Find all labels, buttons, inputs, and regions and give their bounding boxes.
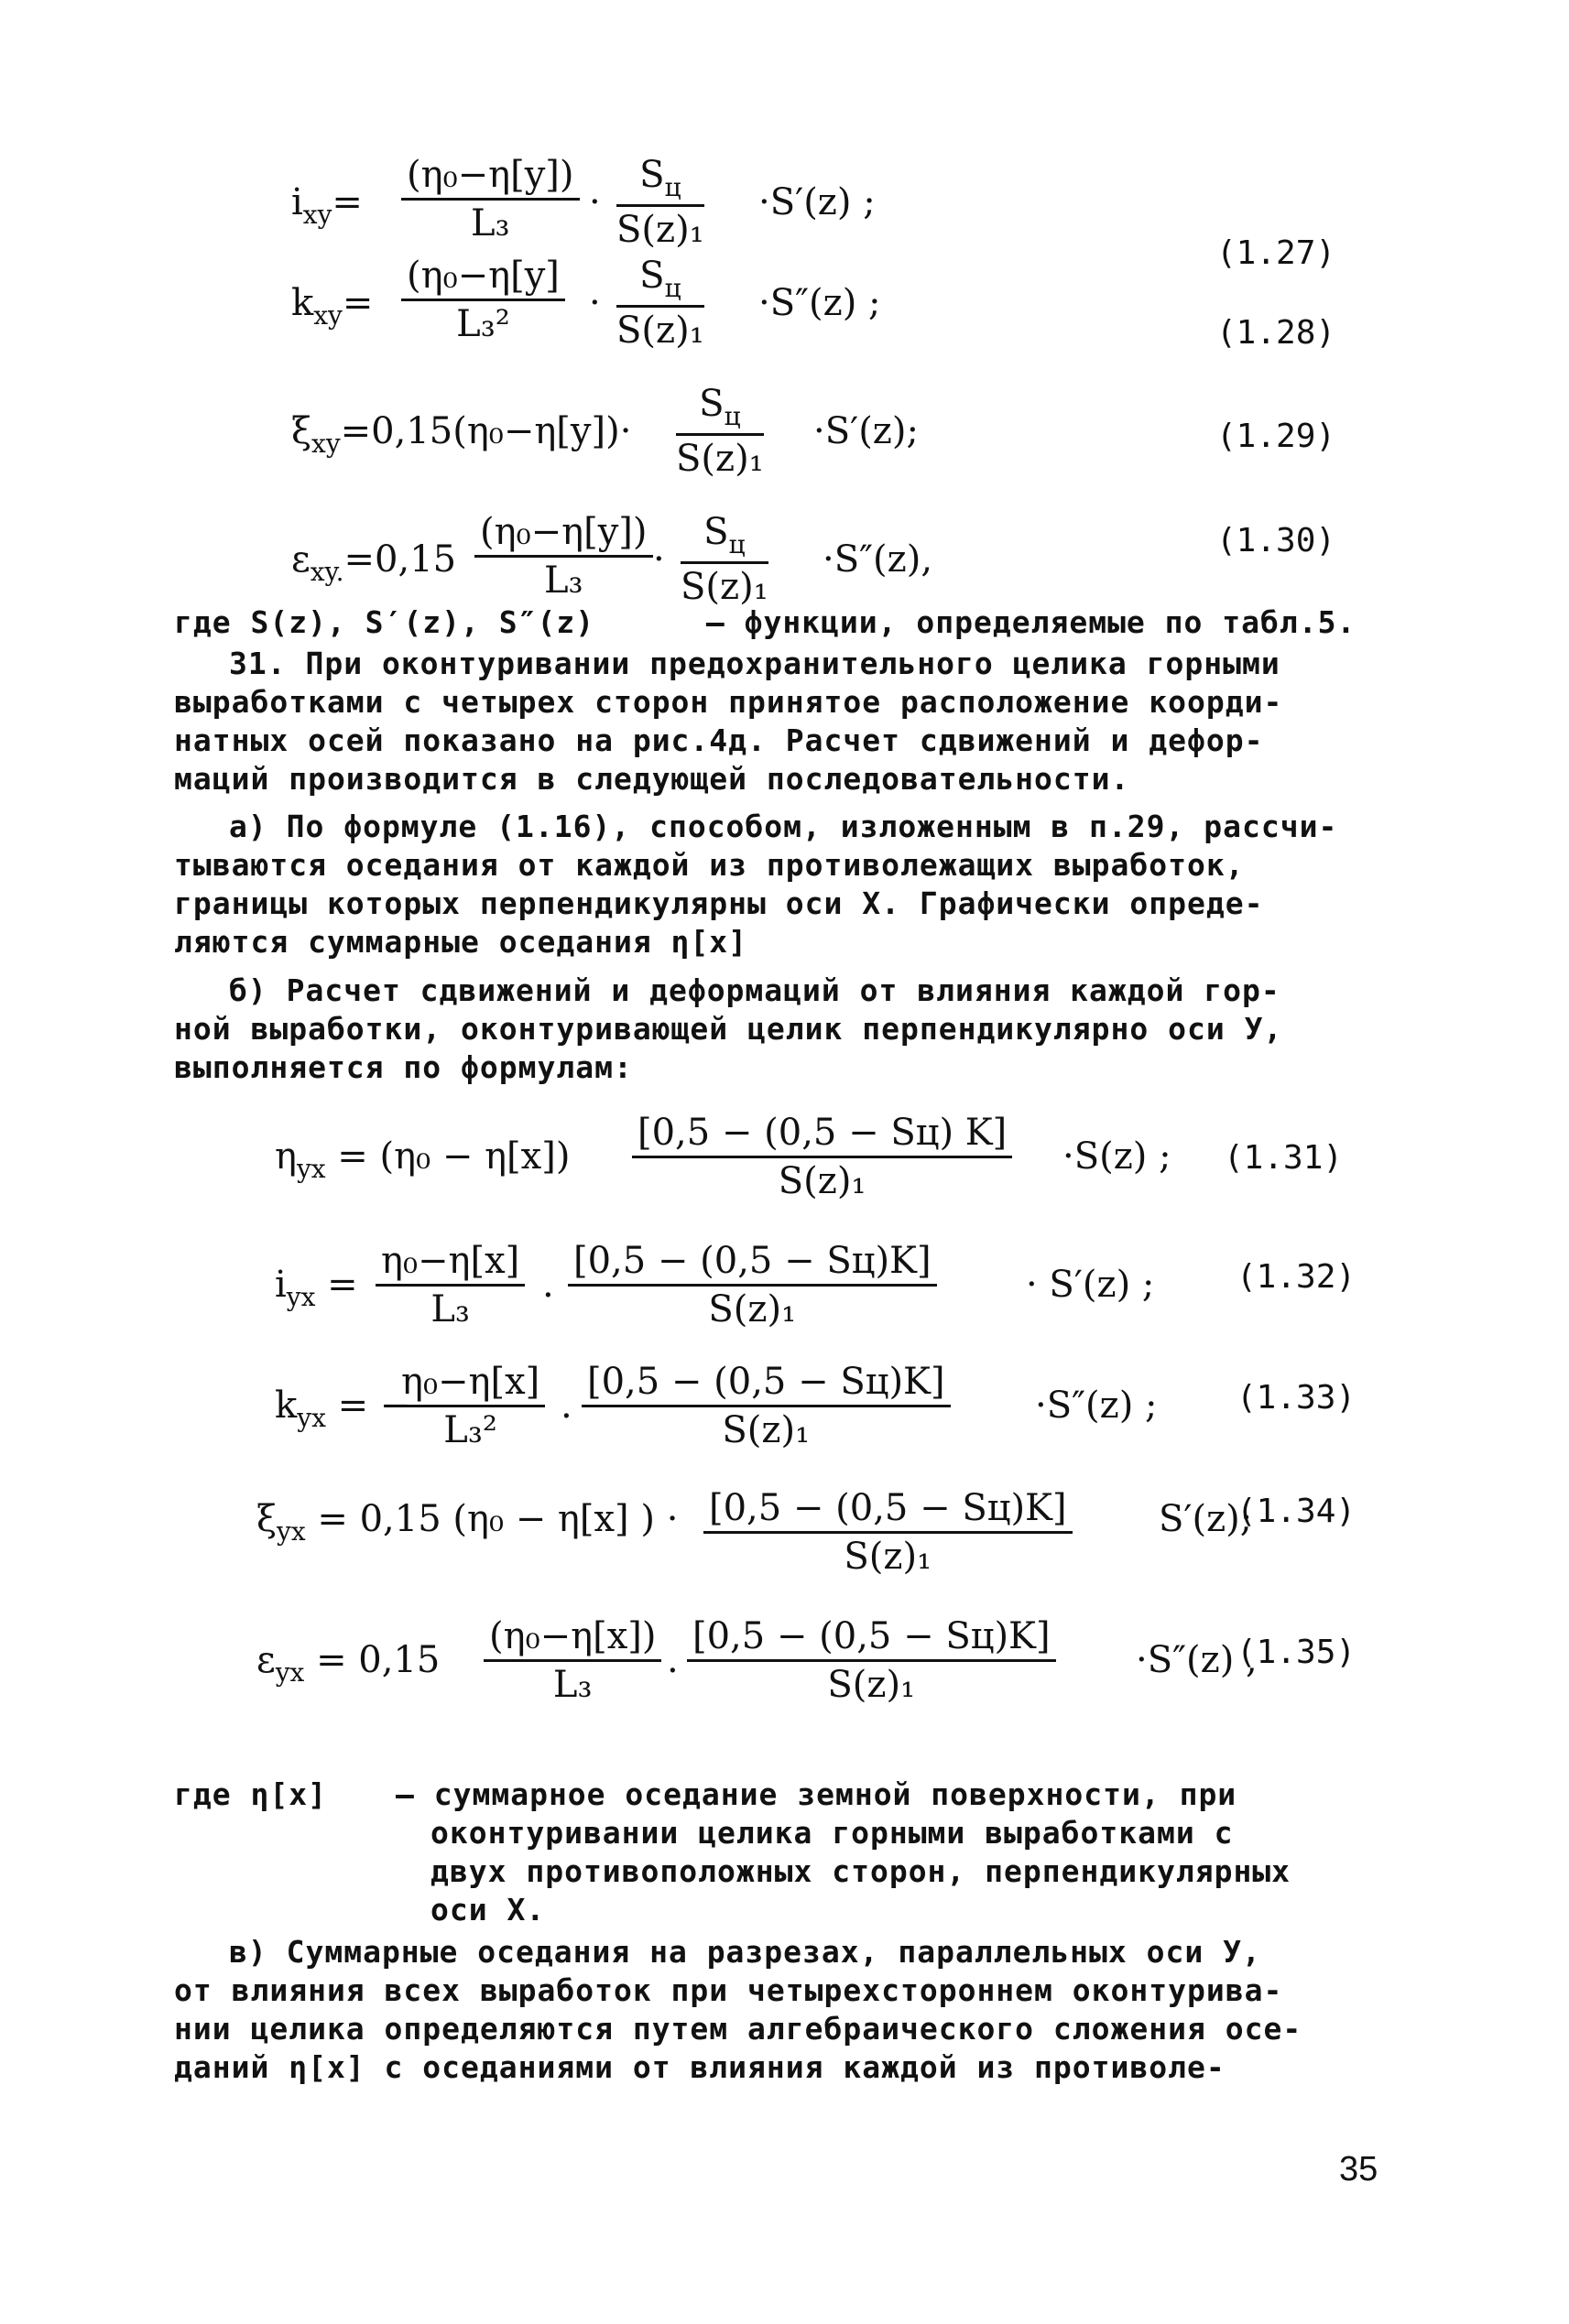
equation-number: (1.28) [1216,314,1336,352]
pb-line: б) Расчет сдвижений и деформаций от влияния каждой гор- [229,972,1280,1008]
equation-number: (1.27) [1216,234,1336,272]
where-2-line: оси X. [430,1892,546,1928]
where-2-line: оконтуривании целика горными выработками с [430,1815,1234,1851]
equation-number: (1.33) [1237,1379,1357,1417]
equation-number: (1.31) [1224,1139,1344,1177]
pa-line: границы которых перпендикулярны оси X. Графически опреде- [174,885,1264,921]
pb-line: выполняется по формулам: [174,1049,633,1085]
where-2-line: двух противоположных сторон, перпендикулярных [430,1853,1291,1889]
equation-number: (1.29) [1216,418,1336,455]
pv-line: в) Суммарные оседания на разрезах, параллельных оси У, [229,1934,1261,1970]
equation-number: (1.35) [1237,1634,1357,1671]
equation-number: (1.32) [1237,1258,1357,1296]
p31-line: 31. При оконтуривании предохранительного целика горными [229,646,1280,681]
p31-line: маций производится в следующей последовательности. [174,761,1130,797]
document-page: $i_{xy}=$ $\frac{\text{(η₀−η[y])}}{\text{L₃}}$ · $S_ц$ S(z)₁ ·S′(z) ; (1.27) $k_{xy}=$ $\frac{\text{(η₀−η[y]}}{\text{L₃²}}$ · $S_ц$ S(z)₁ ·S″(z) ; (1.28) $\xi_{xy}=0,15(\eta_0-\eta[y])\cdot$ $S_ц$ S(z)₁ ·S′(z); (1.29) $\varepsilon_{xy.}=0,15$ $\frac{\text{(η₀−η[y])}}{\text{L₃}}$ · $S_ц$ S(z)₁ ·S″(z), (1.30) где S(z), S′(z), S″(z) – функции, определяемые по табл.5. 31. При оконтуривании предохранительного целика горными выработками с четырех сторон принятое расположение коорди- натных осей показано на рис.4д. Расчет сдвижений и дефор- маций производится в следующей последовательности. а) По формуле (1.16), способом, изложенным в п.29, рассчи- тываются оседания от каждой из противолежащих выработок, границы которых перпендикулярны оси X. Графически опреде- ляются суммарные оседания η[x] б) Расчет сдвижений и деформаций от влияния каждой гор- ной выработки, оконтуривающей целик перпендикулярно оси У, выполняется по формулам: $\eta_{yx} = (\eta_0 - \eta[x])$ [0,5 − (0,5 − Sц) K] S(z)₁ ·S(z) ; (1.31) $i_{yx}$ = $\frac{\text{η₀−η[x]}}{\text{L₃}}$ . [0,5 − (0,5 − Sц)K] S(z)₁ · S′(z) ; (1.32) $k_{yx}$ = − $\frac{\text{η₀−η[x]}}{\text{L₃²}}$ . [0,5 − (0,5 − Sц)K] S(z)₁ ·S″(z) ; (1.33) $\xi_{yx} = 0,15$ (η₀ − η[x] ) · [0,5 − (0,5 − Sц)K] S(z)₁ S′(z); (1.34) $\varepsilon_{yx} = 0,15$ $\frac{\text{(η₀−η[x])}}{\text{L₃}}$ . [0,5 − (0,5 − Sц)K] S(z)₁ ·S″(z) , (1.35) где η[x] – суммарное оседание земной поверхности, при оконтуривании целика горными выработками с двух противоположных сторон, перпендикулярных оси X. в) Суммарные оседания на разрезах, параллельных оси У, от влияния всех выработок при четырехстороннем оконтурива- нии целика определяются путем алгебраического сложения осе- даний η[x] с оседаниями от влияния каждой из противоле- 35 [174,154,1378,2188]
pa-line: а) По формуле (1.16), способом, изложенным в п.29, рассчи- [229,809,1338,844]
pa-line: тываются оседания от каждой из противолежащих выработок, [174,847,1245,883]
pv-line: от влияния всех выработок при четырехстороннем оконтурива- [174,1972,1283,2008]
pv-line: нии целика определяются путем алгебраического сложения осе- [174,2011,1302,2047]
p31-line: натных осей показано на рис.4д. Расчет сдвижений и дефор- [174,722,1264,758]
equation-number: (1.30) [1216,522,1336,559]
where-line-1: где S(z), S′(z), S″(z) – функции, определяемые по табл.5. [174,604,1357,640]
page-number: 35 [1339,2150,1378,2188]
equation-number: (1.34) [1237,1493,1357,1530]
pa-line: ляются суммарные оседания η[x] [174,924,748,960]
pv-line: даний η[x] с оседаниями от влияния каждой из противоле- [174,2049,1226,2085]
p31-line: выработками с четырех сторон принятое расположение коорди- [174,684,1283,720]
pb-line: ной выработки, оконтуривающей целик перпендикулярно оси У, [174,1011,1283,1047]
where-2-label: где η[x] [174,1776,327,1812]
where-2-line: – суммарное оседание земной поверхности, при [396,1776,1237,1812]
